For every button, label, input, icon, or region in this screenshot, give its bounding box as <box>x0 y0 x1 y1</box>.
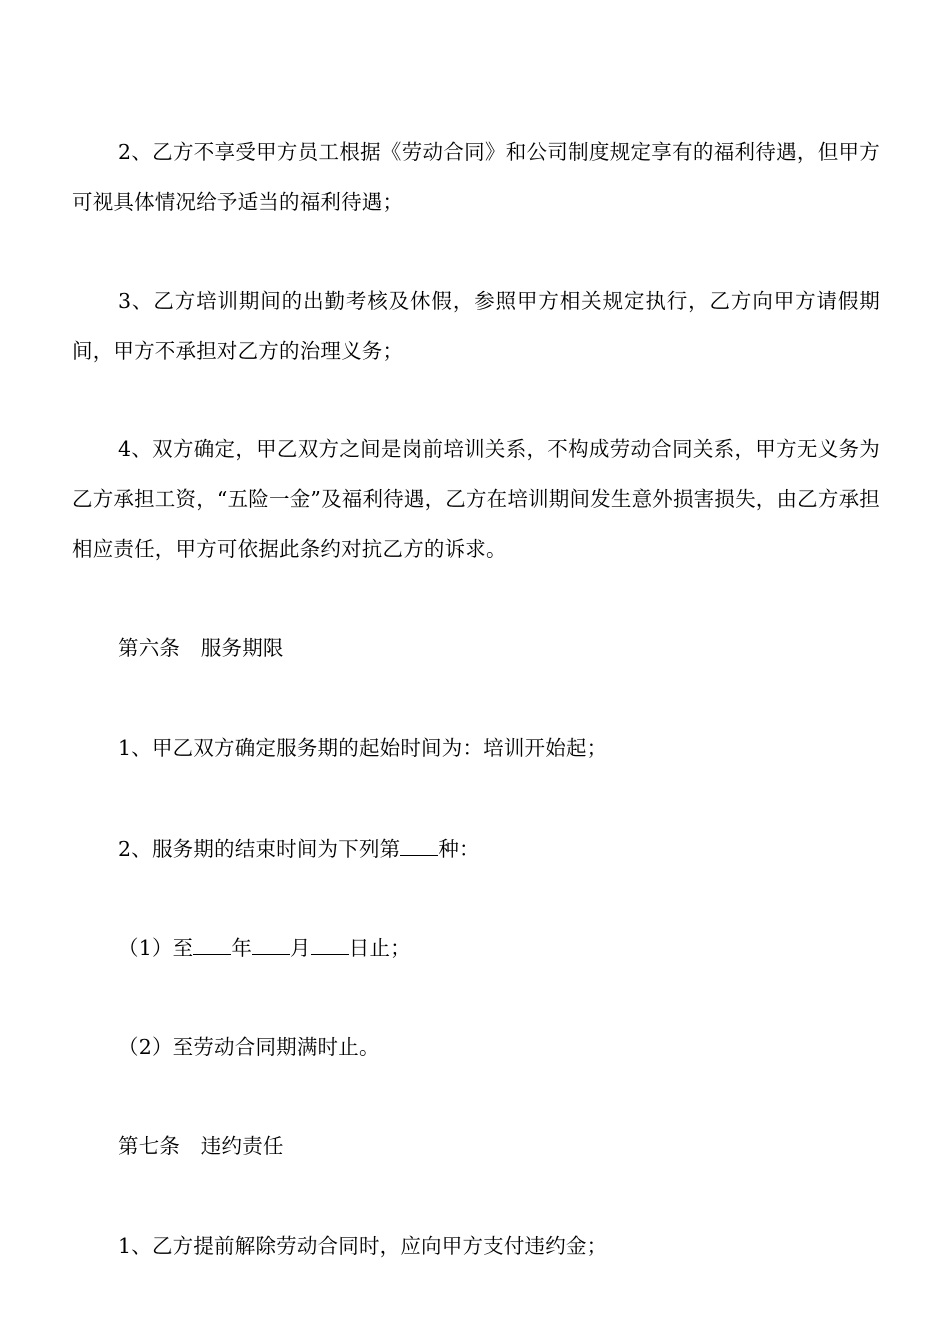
article-6-item-2-text-b: 种： <box>438 837 480 861</box>
paragraph-item-2: 2、乙方不享受甲方员工根据《劳动合同》和公司制度规定享有的福利待遇，但甲方可视具体情况给予适当的福利待遇； <box>72 140 880 214</box>
article-6-title: 第六条 服务期限 <box>118 636 284 660</box>
blank-year <box>193 936 231 955</box>
article-6-item-2 <box>118 834 480 864</box>
option-1-text-c: 月 <box>290 936 311 960</box>
option-1-text-a: （1）至 <box>118 936 194 960</box>
paragraph-item-4: 4、双方确定，甲乙双方之间是岗前培训关系，不构成劳动合同关系，甲方无义务为乙方承担工资，“五险一金”及福利待遇，乙方在培训期间发生意外损害损失，由乙方承担相应责任，甲方可依据此条约对抗乙方的诉求。 <box>72 437 880 561</box>
article-6-item-2-text-a: 2、服务期的结束时间为下列第 <box>118 837 401 861</box>
blank-day <box>311 936 349 955</box>
option-2: （2）至劳动合同期满时止。 <box>118 1035 380 1059</box>
article-7-item-1: 1、乙方提前解除劳动合同时，应向甲方支付违约金； <box>118 1234 608 1258</box>
option-1-text-d: 日止； <box>348 936 411 960</box>
blank-line <box>400 837 438 856</box>
option-1 <box>118 933 411 963</box>
option-1-text-b: 年 <box>231 936 253 960</box>
paragraph-item-3: 3、乙方培训期间的出勤考核及休假，参照甲方相关规定执行，乙方向甲方请假期间，甲方不承担对乙方的治理义务； <box>72 289 880 363</box>
blank-month <box>252 936 290 955</box>
article-6-item-1: 1、甲乙双方确定服务期的起始时间为：培训开始起； <box>118 736 608 760</box>
article-7-title: 第七条 违约责任 <box>118 1134 284 1158</box>
